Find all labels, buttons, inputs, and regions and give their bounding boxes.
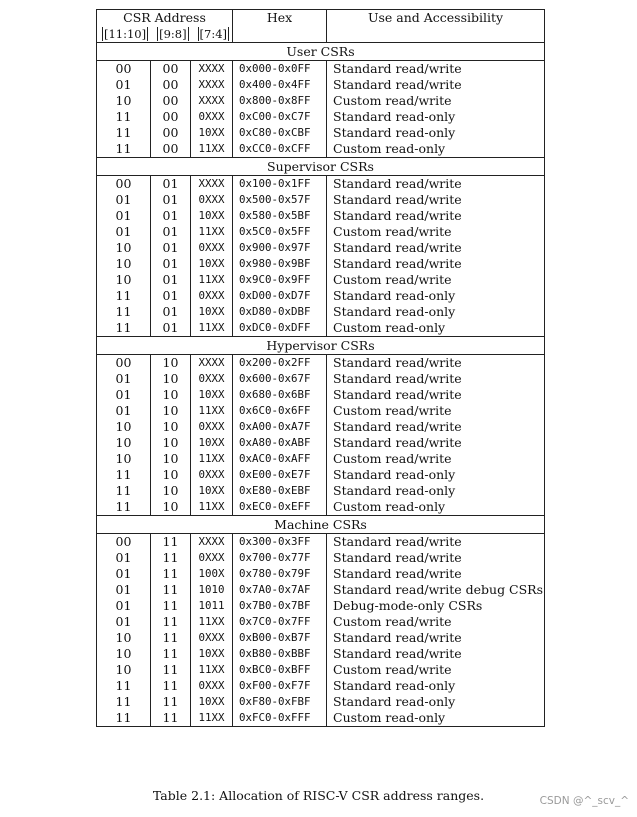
cell-bits-7-4: XXXX [191, 534, 233, 551]
table-row [97, 451, 545, 467]
cell-hex-range: 0xD80-0xDBF [233, 304, 327, 320]
cell-bits-11-10: 10 [97, 451, 151, 467]
cell-bits-7-4: 10XX [191, 125, 233, 141]
cell-use: Custom read/write [333, 224, 452, 239]
table-row [97, 77, 545, 93]
cell-bits-11-10: 01 [97, 371, 151, 387]
cell-hex-range: 0x800-0x8FF [233, 93, 327, 109]
cell-bits-9-8: 11 [151, 630, 191, 646]
cell-bits-9-8: 00 [151, 109, 191, 125]
cell-use: Standard read-only [333, 288, 456, 303]
cell-use: Custom read/write [333, 93, 452, 108]
cell-use: Custom read-only [333, 141, 446, 156]
cell-bits-7-4: 1010 [191, 582, 233, 598]
cell-use: Custom read-only [333, 499, 446, 514]
cell-hex-range: 0xDC0-0xDFF [233, 320, 327, 337]
header-bits-11-10: [11:10] [104, 27, 147, 41]
cell-bits-11-10: 10 [97, 662, 151, 678]
cell-bits-9-8: 10 [151, 499, 191, 516]
cell-bits-9-8: 01 [151, 304, 191, 320]
header-hex: Hex [233, 10, 327, 43]
cell-bits-7-4: 10XX [191, 387, 233, 403]
cell-bits-7-4: 11XX [191, 320, 233, 337]
cell-hex-range: 0x7B0-0x7BF [233, 598, 327, 614]
table-row [97, 208, 545, 224]
table-row [97, 499, 545, 516]
section-header [97, 337, 545, 355]
cell-bits-9-8: 11 [151, 582, 191, 598]
cell-hex-range: 0x7A0-0x7AF [233, 582, 327, 598]
table-row [97, 192, 545, 208]
cell-use: Standard read/write [333, 646, 462, 661]
cell-bits-9-8: 10 [151, 435, 191, 451]
cell-bits-11-10: 11 [97, 467, 151, 483]
cell-bits-11-10: 01 [97, 566, 151, 582]
cell-bits-7-4: 1011 [191, 598, 233, 614]
cell-hex-range: 0xFC0-0xFFF [233, 710, 327, 727]
cell-bits-11-10: 10 [97, 630, 151, 646]
table-row [97, 435, 545, 451]
table-row [97, 483, 545, 499]
cell-bits-9-8: 11 [151, 534, 191, 551]
cell-bits-11-10: 10 [97, 646, 151, 662]
table-row [97, 355, 545, 372]
cell-use: Standard read-only [333, 109, 456, 124]
table-row [97, 109, 545, 125]
table-row [97, 224, 545, 240]
cell-bits-9-8: 01 [151, 320, 191, 337]
cell-hex-range: 0xE80-0xEBF [233, 483, 327, 499]
table-row [97, 646, 545, 662]
cell-hex-range: 0xE00-0xE7F [233, 467, 327, 483]
header-use: Use and Accessibility [367, 10, 504, 25]
cell-hex-range: 0xF80-0xFBF [233, 694, 327, 710]
cell-bits-11-10: 01 [97, 192, 151, 208]
section-title: Hypervisor CSRs [97, 337, 545, 355]
cell-bits-7-4: 11XX [191, 662, 233, 678]
cell-bits-11-10: 11 [97, 125, 151, 141]
cell-bits-9-8: 01 [151, 192, 191, 208]
cell-bits-9-8: 11 [151, 614, 191, 630]
cell-bits-7-4: 10XX [191, 256, 233, 272]
header-bit-fields [97, 26, 233, 43]
cell-bits-7-4: 0XXX [191, 678, 233, 694]
cell-bits-11-10: 10 [97, 93, 151, 109]
cell-bits-11-10: 11 [97, 483, 151, 499]
cell-bits-9-8: 00 [151, 141, 191, 158]
cell-use: Custom read/write [333, 451, 452, 466]
cell-hex-range: 0x7C0-0x7FF [233, 614, 327, 630]
cell-bits-9-8: 11 [151, 710, 191, 727]
cell-use: Standard read-only [333, 467, 456, 482]
cell-bits-11-10: 11 [97, 141, 151, 158]
cell-bits-11-10: 01 [97, 77, 151, 93]
cell-hex-range: 0xEC0-0xEFF [233, 499, 327, 516]
table-row [97, 598, 545, 614]
cell-bits-7-4: 10XX [191, 208, 233, 224]
cell-bits-9-8: 11 [151, 678, 191, 694]
cell-bits-9-8: 11 [151, 694, 191, 710]
cell-use: Custom read/write [333, 403, 452, 418]
cell-bits-7-4: 0XXX [191, 419, 233, 435]
cell-use: Standard read/write [333, 61, 462, 76]
table-row [97, 534, 545, 551]
cell-bits-11-10: 01 [97, 598, 151, 614]
cell-bits-7-4: 0XXX [191, 192, 233, 208]
cell-bits-11-10: 11 [97, 320, 151, 337]
cell-use: Standard read/write [333, 566, 462, 581]
cell-hex-range: 0x300-0x3FF [233, 534, 327, 551]
table-row [97, 125, 545, 141]
section-title: Supervisor CSRs [97, 158, 545, 176]
cell-hex-range: 0x200-0x2FF [233, 355, 327, 372]
cell-bits-9-8: 10 [151, 467, 191, 483]
cell-use: Standard read/write [333, 550, 462, 565]
table-row [97, 566, 545, 582]
cell-use: Custom read-only [333, 710, 446, 725]
cell-use: Standard read/write [333, 240, 462, 255]
table-row [97, 614, 545, 630]
cell-use: Standard read/write [333, 256, 462, 271]
watermark: CSDN @^_scv_^ [539, 795, 629, 807]
cell-use: Custom read-only [333, 320, 446, 335]
table-row [97, 288, 545, 304]
cell-bits-11-10: 10 [97, 256, 151, 272]
cell-bits-7-4: 11XX [191, 141, 233, 158]
table-row [97, 467, 545, 483]
cell-bits-11-10: 01 [97, 387, 151, 403]
cell-use: Standard read/write [333, 192, 462, 207]
cell-bits-11-10: 00 [97, 534, 151, 551]
cell-use: Standard read/write [333, 419, 462, 434]
cell-use: Standard read/write [333, 534, 462, 549]
cell-bits-11-10: 01 [97, 614, 151, 630]
cell-bits-7-4: 0XXX [191, 550, 233, 566]
cell-bits-11-10: 01 [97, 224, 151, 240]
cell-bits-7-4: XXXX [191, 176, 233, 193]
cell-hex-range: 0xF00-0xF7F [233, 678, 327, 694]
cell-bits-9-8: 11 [151, 566, 191, 582]
cell-bits-9-8: 01 [151, 176, 191, 193]
cell-bits-7-4: 10XX [191, 694, 233, 710]
cell-bits-7-4: 100X [191, 566, 233, 582]
cell-use: Standard read/write [333, 208, 462, 223]
cell-bits-11-10: 01 [97, 582, 151, 598]
cell-bits-7-4: 0XXX [191, 288, 233, 304]
cell-hex-range: 0xA80-0xABF [233, 435, 327, 451]
cell-use: Standard read/write [333, 176, 462, 191]
table-row [97, 256, 545, 272]
cell-bits-11-10: 01 [97, 208, 151, 224]
cell-use: Custom read/write [333, 662, 452, 677]
cell-hex-range: 0x900-0x97F [233, 240, 327, 256]
cell-bits-7-4: XXXX [191, 61, 233, 78]
cell-bits-9-8: 11 [151, 646, 191, 662]
cell-use: Debug-mode-only CSRs [333, 598, 483, 613]
cell-use: Custom read/write [333, 614, 452, 629]
cell-bits-7-4: 0XXX [191, 467, 233, 483]
cell-bits-11-10: 00 [97, 61, 151, 78]
table-row [97, 550, 545, 566]
section-header [97, 43, 545, 61]
cell-hex-range: 0x9C0-0x9FF [233, 272, 327, 288]
header-bits-9-8: [9:8] [159, 27, 187, 41]
cell-hex-range: 0x580-0x5BF [233, 208, 327, 224]
cell-bits-7-4: 11XX [191, 710, 233, 727]
cell-hex-range: 0xAC0-0xAFF [233, 451, 327, 467]
cell-bits-7-4: XXXX [191, 77, 233, 93]
cell-hex-range: 0x700-0x77F [233, 550, 327, 566]
cell-use: Standard read/write [333, 387, 462, 402]
csr-address-table [96, 9, 545, 727]
cell-use: Standard read/write [333, 77, 462, 92]
cell-bits-9-8: 00 [151, 125, 191, 141]
cell-hex-range: 0x780-0x79F [233, 566, 327, 582]
table-row [97, 662, 545, 678]
cell-bits-9-8: 01 [151, 256, 191, 272]
cell-bits-11-10: 10 [97, 419, 151, 435]
cell-bits-9-8: 00 [151, 61, 191, 78]
cell-use: Standard read-only [333, 483, 456, 498]
cell-use: Standard read-only [333, 304, 456, 319]
cell-bits-11-10: 11 [97, 678, 151, 694]
cell-bits-9-8: 01 [151, 288, 191, 304]
cell-bits-11-10: 10 [97, 240, 151, 256]
cell-bits-11-10: 01 [97, 403, 151, 419]
cell-bits-7-4: 11XX [191, 614, 233, 630]
section-title: Machine CSRs [97, 516, 545, 534]
cell-hex-range: 0xB00-0xB7F [233, 630, 327, 646]
cell-hex-range: 0x500-0x57F [233, 192, 327, 208]
cell-hex-range: 0x5C0-0x5FF [233, 224, 327, 240]
table-row [97, 320, 545, 337]
cell-hex-range: 0x600-0x67F [233, 371, 327, 387]
csr-table-container [96, 9, 545, 727]
table-row [97, 403, 545, 419]
cell-hex-range: 0x400-0x4FF [233, 77, 327, 93]
table-row [97, 176, 545, 193]
header-csr-address: CSR Address [97, 10, 233, 27]
cell-bits-7-4: 0XXX [191, 109, 233, 125]
table-row [97, 582, 545, 598]
table-row [97, 61, 545, 78]
cell-use: Standard read/write [333, 630, 462, 645]
header-bits-7-4: [7:4] [199, 27, 228, 41]
cell-bits-9-8: 01 [151, 240, 191, 256]
cell-hex-range: 0x000-0x0FF [233, 61, 327, 78]
cell-bits-11-10: 11 [97, 499, 151, 516]
cell-bits-11-10: 01 [97, 550, 151, 566]
cell-bits-9-8: 10 [151, 387, 191, 403]
cell-bits-11-10: 11 [97, 109, 151, 125]
cell-bits-11-10: 10 [97, 435, 151, 451]
cell-bits-7-4: 0XXX [191, 371, 233, 387]
cell-bits-11-10: 11 [97, 304, 151, 320]
section-title: User CSRs [97, 43, 545, 61]
cell-bits-9-8: 11 [151, 598, 191, 614]
cell-bits-7-4: 11XX [191, 403, 233, 419]
cell-hex-range: 0xA00-0xA7F [233, 419, 327, 435]
cell-bits-7-4: XXXX [191, 93, 233, 109]
cell-bits-7-4: 10XX [191, 646, 233, 662]
cell-use: Standard read/write [333, 355, 462, 370]
cell-bits-7-4: 10XX [191, 483, 233, 499]
cell-hex-range: 0x6C0-0x6FF [233, 403, 327, 419]
section-header [97, 516, 545, 534]
cell-bits-11-10: 00 [97, 355, 151, 372]
table-row [97, 630, 545, 646]
cell-hex-range: 0x680-0x6BF [233, 387, 327, 403]
cell-bits-7-4: 11XX [191, 451, 233, 467]
cell-use: Standard read/write [333, 435, 462, 450]
cell-hex-range: 0x980-0x9BF [233, 256, 327, 272]
table-row [97, 304, 545, 320]
cell-hex-range: 0xC00-0xC7F [233, 109, 327, 125]
cell-use: Standard read/write [333, 371, 462, 386]
cell-bits-11-10: 10 [97, 272, 151, 288]
cell-use: Standard read/write debug CSRs [333, 582, 544, 597]
cell-bits-11-10: 11 [97, 710, 151, 727]
cell-bits-7-4: 11XX [191, 272, 233, 288]
table-row [97, 710, 545, 727]
cell-bits-11-10: 11 [97, 288, 151, 304]
cell-bits-9-8: 10 [151, 419, 191, 435]
cell-bits-9-8: 01 [151, 208, 191, 224]
table-row [97, 141, 545, 158]
cell-bits-9-8: 11 [151, 550, 191, 566]
cell-bits-7-4: 0XXX [191, 630, 233, 646]
cell-bits-7-4: 11XX [191, 499, 233, 516]
cell-hex-range: 0xB80-0xBBF [233, 646, 327, 662]
cell-bits-9-8: 10 [151, 483, 191, 499]
cell-bits-9-8: 00 [151, 77, 191, 93]
cell-hex-range: 0xC80-0xCBF [233, 125, 327, 141]
cell-hex-range: 0xCC0-0xCFF [233, 141, 327, 158]
table-row [97, 93, 545, 109]
cell-use: Standard read-only [333, 678, 456, 693]
table-row [97, 371, 545, 387]
cell-use: Standard read-only [333, 694, 456, 709]
table-row [97, 387, 545, 403]
cell-hex-range: 0x100-0x1FF [233, 176, 327, 193]
cell-hex-range: 0xBC0-0xBFF [233, 662, 327, 678]
cell-use: Custom read/write [333, 272, 452, 287]
table-caption: Table 2.1: Allocation of RISC-V CSR address ranges. [152, 788, 485, 803]
cell-bits-7-4: 10XX [191, 304, 233, 320]
cell-bits-7-4: 11XX [191, 224, 233, 240]
table-row [97, 240, 545, 256]
cell-bits-9-8: 10 [151, 403, 191, 419]
cell-bits-7-4: 10XX [191, 435, 233, 451]
section-header [97, 158, 545, 176]
cell-bits-9-8: 01 [151, 272, 191, 288]
cell-bits-9-8: 10 [151, 451, 191, 467]
table-row [97, 272, 545, 288]
cell-hex-range: 0xD00-0xD7F [233, 288, 327, 304]
cell-bits-9-8: 10 [151, 355, 191, 372]
cell-bits-7-4: 0XXX [191, 240, 233, 256]
table-row [97, 694, 545, 710]
cell-bits-9-8: 00 [151, 93, 191, 109]
cell-bits-11-10: 11 [97, 694, 151, 710]
cell-bits-9-8: 10 [151, 371, 191, 387]
cell-bits-7-4: XXXX [191, 355, 233, 372]
table-row [97, 419, 545, 435]
cell-use: Standard read-only [333, 125, 456, 140]
table-row [97, 678, 545, 694]
cell-bits-11-10: 00 [97, 176, 151, 193]
cell-bits-9-8: 01 [151, 224, 191, 240]
cell-bits-9-8: 11 [151, 662, 191, 678]
